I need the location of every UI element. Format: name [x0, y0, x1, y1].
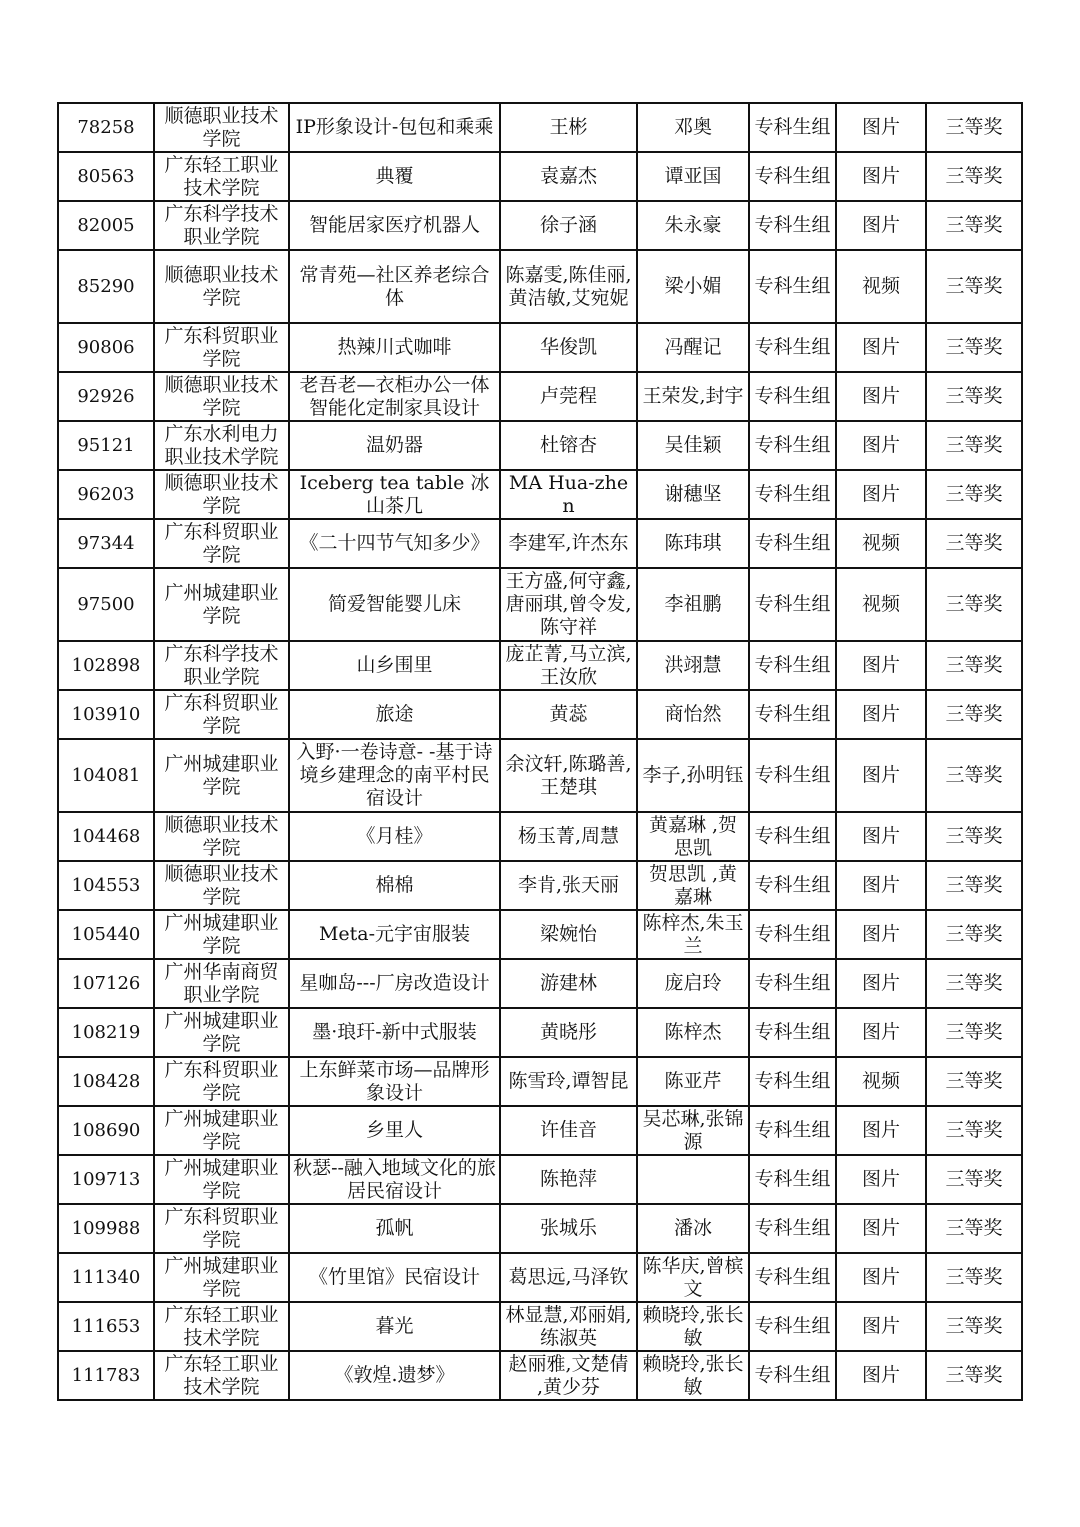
- work-title-cell: Iceberg tea table 冰山茶几: [289, 470, 500, 519]
- authors-cell: 张城乐: [500, 1204, 637, 1253]
- group-cell: 专科生组: [749, 1253, 836, 1302]
- group-cell: 专科生组: [749, 1302, 836, 1351]
- award-cell: 三等奖: [926, 1204, 1022, 1253]
- group-cell: 专科生组: [749, 1155, 836, 1204]
- award-cell: 三等奖: [926, 470, 1022, 519]
- id-cell: 109713: [58, 1155, 154, 1204]
- id-cell: 82005: [58, 201, 154, 250]
- id-cell: 95121: [58, 421, 154, 470]
- authors-cell: 王方盛,何守鑫,唐丽琪,曾令发,陈守祥: [500, 568, 637, 641]
- type-cell: 图片: [836, 103, 926, 152]
- type-cell: 图片: [836, 1155, 926, 1204]
- table-row: [58, 690, 1022, 739]
- school-cell: 广州城建职业学院: [154, 1155, 289, 1204]
- advisors-cell: 庞启玲: [637, 959, 749, 1008]
- advisors-cell: 王荣发,封宇: [637, 372, 749, 421]
- type-cell: 图片: [836, 812, 926, 861]
- award-cell: 三等奖: [926, 519, 1022, 568]
- school-cell: 顺德职业技术学院: [154, 812, 289, 861]
- award-cell: 三等奖: [926, 103, 1022, 152]
- work-title-cell: 墨·琅玕-新中式服装: [289, 1008, 500, 1057]
- id-cell: 103910: [58, 690, 154, 739]
- id-cell: 97344: [58, 519, 154, 568]
- group-cell: 专科生组: [749, 152, 836, 201]
- type-cell: 图片: [836, 739, 926, 812]
- group-cell: 专科生组: [749, 103, 836, 152]
- table-row: [58, 201, 1022, 250]
- advisors-cell: 李子,孙明钰: [637, 739, 749, 812]
- school-cell: 广州华南商贸职业学院: [154, 959, 289, 1008]
- type-cell: 图片: [836, 1351, 926, 1400]
- type-cell: 图片: [836, 1008, 926, 1057]
- advisors-cell: 商怡然: [637, 690, 749, 739]
- award-cell: 三等奖: [926, 421, 1022, 470]
- group-cell: 专科生组: [749, 910, 836, 959]
- award-cell: 三等奖: [926, 959, 1022, 1008]
- id-cell: 111340: [58, 1253, 154, 1302]
- authors-cell: 赵丽雅,文楚倩 ,黄少芬: [500, 1351, 637, 1400]
- school-cell: 广东科贸职业学院: [154, 690, 289, 739]
- school-cell: 广州城建职业学院: [154, 739, 289, 812]
- school-cell: 顺德职业技术学院: [154, 103, 289, 152]
- authors-cell: 葛思远,马泽钦: [500, 1253, 637, 1302]
- advisors-cell: 赖晓玲,张长敏: [637, 1351, 749, 1400]
- award-cell: 三等奖: [926, 250, 1022, 323]
- id-cell: 96203: [58, 470, 154, 519]
- group-cell: 专科生组: [749, 470, 836, 519]
- id-cell: 104468: [58, 812, 154, 861]
- type-cell: 图片: [836, 690, 926, 739]
- award-cell: 三等奖: [926, 201, 1022, 250]
- group-cell: 专科生组: [749, 1351, 836, 1400]
- award-cell: 三等奖: [926, 1155, 1022, 1204]
- type-cell: 图片: [836, 152, 926, 201]
- work-title-cell: 常青苑—社区养老综合体: [289, 250, 500, 323]
- id-cell: 107126: [58, 959, 154, 1008]
- group-cell: 专科生组: [749, 519, 836, 568]
- award-cell: 三等奖: [926, 372, 1022, 421]
- table-row: [58, 812, 1022, 861]
- type-cell: 图片: [836, 861, 926, 910]
- work-title-cell: 智能居家医疗机器人: [289, 201, 500, 250]
- advisors-cell: 陈亚芹: [637, 1057, 749, 1106]
- work-title-cell: 秋瑟--融入地域文化的旅居民宿设计: [289, 1155, 500, 1204]
- group-cell: 专科生组: [749, 372, 836, 421]
- type-cell: 图片: [836, 910, 926, 959]
- id-cell: 104081: [58, 739, 154, 812]
- table-row: [58, 641, 1022, 690]
- type-cell: 图片: [836, 1253, 926, 1302]
- advisors-cell: 贺思凯 ,黄嘉琳: [637, 861, 749, 910]
- group-cell: 专科生组: [749, 250, 836, 323]
- table-row: [58, 1302, 1022, 1351]
- table-row: [58, 103, 1022, 152]
- group-cell: 专科生组: [749, 861, 836, 910]
- work-title-cell: 旅途: [289, 690, 500, 739]
- type-cell: 视频: [836, 250, 926, 323]
- type-cell: 图片: [836, 323, 926, 372]
- group-cell: 专科生组: [749, 568, 836, 641]
- school-cell: 广东水利电力职业技术学院: [154, 421, 289, 470]
- award-cell: 三等奖: [926, 1008, 1022, 1057]
- type-cell: 图片: [836, 421, 926, 470]
- work-title-cell: 棉棉: [289, 861, 500, 910]
- advisors-cell: 吴佳颖: [637, 421, 749, 470]
- school-cell: 广东轻工职业技术学院: [154, 152, 289, 201]
- authors-cell: MA Hua-zhen: [500, 470, 637, 519]
- work-title-cell: 暮光: [289, 1302, 500, 1351]
- id-cell: 105440: [58, 910, 154, 959]
- group-cell: 专科生组: [749, 1057, 836, 1106]
- school-cell: 广东科贸职业学院: [154, 1204, 289, 1253]
- school-cell: 广东科贸职业学院: [154, 323, 289, 372]
- work-title-cell: IP形象设计-包包和乘乘: [289, 103, 500, 152]
- school-cell: 顺德职业技术学院: [154, 470, 289, 519]
- table-row: [58, 861, 1022, 910]
- authors-cell: 余汶轩,陈璐善,王楚琪: [500, 739, 637, 812]
- advisors-cell: 谭亚国: [637, 152, 749, 201]
- group-cell: 专科生组: [749, 959, 836, 1008]
- work-title-cell: 《二十四节气知多少》: [289, 519, 500, 568]
- work-title-cell: 山乡围里: [289, 641, 500, 690]
- advisors-cell: 冯醒记: [637, 323, 749, 372]
- table-row: [58, 1057, 1022, 1106]
- table-row: [58, 372, 1022, 421]
- group-cell: 专科生组: [749, 323, 836, 372]
- school-cell: 广州城建职业学院: [154, 1008, 289, 1057]
- work-title-cell: 孤帆: [289, 1204, 500, 1253]
- group-cell: 专科生组: [749, 1106, 836, 1155]
- award-cell: 三等奖: [926, 861, 1022, 910]
- advisors-cell: 陈华庆,曾槟文: [637, 1253, 749, 1302]
- work-title-cell: 星咖岛---厂房改造设计: [289, 959, 500, 1008]
- table-row: [58, 519, 1022, 568]
- school-cell: 广东科学技术职业学院: [154, 201, 289, 250]
- id-cell: 109988: [58, 1204, 154, 1253]
- award-cell: 三等奖: [926, 1106, 1022, 1155]
- awards-table: [57, 102, 1023, 1401]
- school-cell: 顺德职业技术学院: [154, 861, 289, 910]
- advisors-cell: 梁小媚: [637, 250, 749, 323]
- advisors-cell: 黄嘉琳 ,贺思凯: [637, 812, 749, 861]
- work-title-cell: 简爱智能婴儿床: [289, 568, 500, 641]
- award-cell: 三等奖: [926, 323, 1022, 372]
- type-cell: 视频: [836, 1057, 926, 1106]
- school-cell: 广州城建职业学院: [154, 568, 289, 641]
- table-row: [58, 421, 1022, 470]
- award-cell: 三等奖: [926, 152, 1022, 201]
- advisors-cell: 赖晓玲,张长敏: [637, 1302, 749, 1351]
- group-cell: 专科生组: [749, 1204, 836, 1253]
- advisors-cell: 陈梓杰: [637, 1008, 749, 1057]
- id-cell: 108428: [58, 1057, 154, 1106]
- school-cell: 广东科学技术职业学院: [154, 641, 289, 690]
- group-cell: 专科生组: [749, 812, 836, 861]
- school-cell: 广州城建职业学院: [154, 1106, 289, 1155]
- id-cell: 111783: [58, 1351, 154, 1400]
- work-title-cell: 温奶器: [289, 421, 500, 470]
- work-title-cell: 热辣川式咖啡: [289, 323, 500, 372]
- id-cell: 97500: [58, 568, 154, 641]
- authors-cell: 徐子涵: [500, 201, 637, 250]
- group-cell: 专科生组: [749, 641, 836, 690]
- advisors-cell: 洪翊慧: [637, 641, 749, 690]
- group-cell: 专科生组: [749, 201, 836, 250]
- type-cell: 图片: [836, 1204, 926, 1253]
- type-cell: 图片: [836, 470, 926, 519]
- table-row: [58, 910, 1022, 959]
- school-cell: 广东科贸职业学院: [154, 1057, 289, 1106]
- school-cell: 广州城建职业学院: [154, 910, 289, 959]
- id-cell: 102898: [58, 641, 154, 690]
- authors-cell: 王彬: [500, 103, 637, 152]
- school-cell: 顺德职业技术学院: [154, 250, 289, 323]
- type-cell: 图片: [836, 959, 926, 1008]
- advisors-cell: 陈梓杰,朱玉兰: [637, 910, 749, 959]
- authors-cell: 杜镕杏: [500, 421, 637, 470]
- work-title-cell: 入野·一卷诗意- -基于诗境乡建理念的南平村民宿设计: [289, 739, 500, 812]
- work-title-cell: Meta-元宇宙服装: [289, 910, 500, 959]
- award-cell: 三等奖: [926, 568, 1022, 641]
- type-cell: 图片: [836, 201, 926, 250]
- work-title-cell: 乡里人: [289, 1106, 500, 1155]
- group-cell: 专科生组: [749, 739, 836, 812]
- authors-cell: 许佳音: [500, 1106, 637, 1155]
- table-row: [58, 250, 1022, 323]
- id-cell: 108219: [58, 1008, 154, 1057]
- authors-cell: 华俊凯: [500, 323, 637, 372]
- type-cell: 视频: [836, 519, 926, 568]
- work-title-cell: 老吾老—衣柜办公一体智能化定制家具设计: [289, 372, 500, 421]
- award-cell: 三等奖: [926, 812, 1022, 861]
- authors-cell: 陈嘉雯,陈佳丽,黄洁敏,艾宛妮: [500, 250, 637, 323]
- id-cell: 111653: [58, 1302, 154, 1351]
- authors-cell: 梁婉怡: [500, 910, 637, 959]
- table-row: [58, 323, 1022, 372]
- school-cell: 广东轻工职业技术学院: [154, 1351, 289, 1400]
- work-title-cell: 《敦煌.遗梦》: [289, 1351, 500, 1400]
- type-cell: 图片: [836, 641, 926, 690]
- authors-cell: 黄晓彤: [500, 1008, 637, 1057]
- school-cell: 广东科贸职业学院: [154, 519, 289, 568]
- table-row: [58, 1204, 1022, 1253]
- advisors-cell: [637, 1155, 749, 1204]
- authors-cell: 陈艳萍: [500, 1155, 637, 1204]
- work-title-cell: 《月桂》: [289, 812, 500, 861]
- award-cell: 三等奖: [926, 1057, 1022, 1106]
- group-cell: 专科生组: [749, 1008, 836, 1057]
- id-cell: 104553: [58, 861, 154, 910]
- table-row: [58, 1008, 1022, 1057]
- type-cell: 图片: [836, 1106, 926, 1155]
- table-row: [58, 1351, 1022, 1400]
- advisors-cell: 吴芯琳,张锦源: [637, 1106, 749, 1155]
- advisors-cell: 陈玮琪: [637, 519, 749, 568]
- authors-cell: 杨玉菁,周慧: [500, 812, 637, 861]
- authors-cell: 李肯,张天丽: [500, 861, 637, 910]
- advisors-cell: 李祖鹏: [637, 568, 749, 641]
- group-cell: 专科生组: [749, 690, 836, 739]
- award-cell: 三等奖: [926, 1253, 1022, 1302]
- school-cell: 顺德职业技术学院: [154, 372, 289, 421]
- id-cell: 92926: [58, 372, 154, 421]
- table-row: [58, 152, 1022, 201]
- award-cell: 三等奖: [926, 641, 1022, 690]
- award-cell: 三等奖: [926, 1302, 1022, 1351]
- school-cell: 广东轻工职业技术学院: [154, 1302, 289, 1351]
- type-cell: 图片: [836, 1302, 926, 1351]
- table-row: [58, 739, 1022, 812]
- authors-cell: 卢莞程: [500, 372, 637, 421]
- table-row: [58, 568, 1022, 641]
- table-row: [58, 959, 1022, 1008]
- authors-cell: 袁嘉杰: [500, 152, 637, 201]
- authors-cell: 李建军,许杰东: [500, 519, 637, 568]
- group-cell: 专科生组: [749, 421, 836, 470]
- work-title-cell: 《竹里馆》民宿设计: [289, 1253, 500, 1302]
- authors-cell: 庞芷菁,马立滨,王汝欣: [500, 641, 637, 690]
- id-cell: 85290: [58, 250, 154, 323]
- id-cell: 90806: [58, 323, 154, 372]
- advisors-cell: 邓奥: [637, 103, 749, 152]
- table-row: [58, 1155, 1022, 1204]
- authors-cell: 黄蕊: [500, 690, 637, 739]
- award-cell: 三等奖: [926, 1351, 1022, 1400]
- id-cell: 80563: [58, 152, 154, 201]
- school-cell: 广州城建职业学院: [154, 1253, 289, 1302]
- authors-cell: 游建林: [500, 959, 637, 1008]
- authors-cell: 林显慧,邓丽娟,练淑英: [500, 1302, 637, 1351]
- type-cell: 视频: [836, 568, 926, 641]
- table-row: [58, 470, 1022, 519]
- work-title-cell: 上东鲜菜市场—品牌形象设计: [289, 1057, 500, 1106]
- table-row: [58, 1106, 1022, 1155]
- id-cell: 78258: [58, 103, 154, 152]
- authors-cell: 陈雪玲,谭智昆: [500, 1057, 637, 1106]
- type-cell: 图片: [836, 372, 926, 421]
- work-title-cell: 典覆: [289, 152, 500, 201]
- advisors-cell: 谢穗坚: [637, 470, 749, 519]
- table-body: [58, 103, 1022, 1400]
- award-cell: 三等奖: [926, 739, 1022, 812]
- award-cell: 三等奖: [926, 690, 1022, 739]
- advisors-cell: 朱永豪: [637, 201, 749, 250]
- table-row: [58, 1253, 1022, 1302]
- id-cell: 108690: [58, 1106, 154, 1155]
- advisors-cell: 潘冰: [637, 1204, 749, 1253]
- award-cell: 三等奖: [926, 910, 1022, 959]
